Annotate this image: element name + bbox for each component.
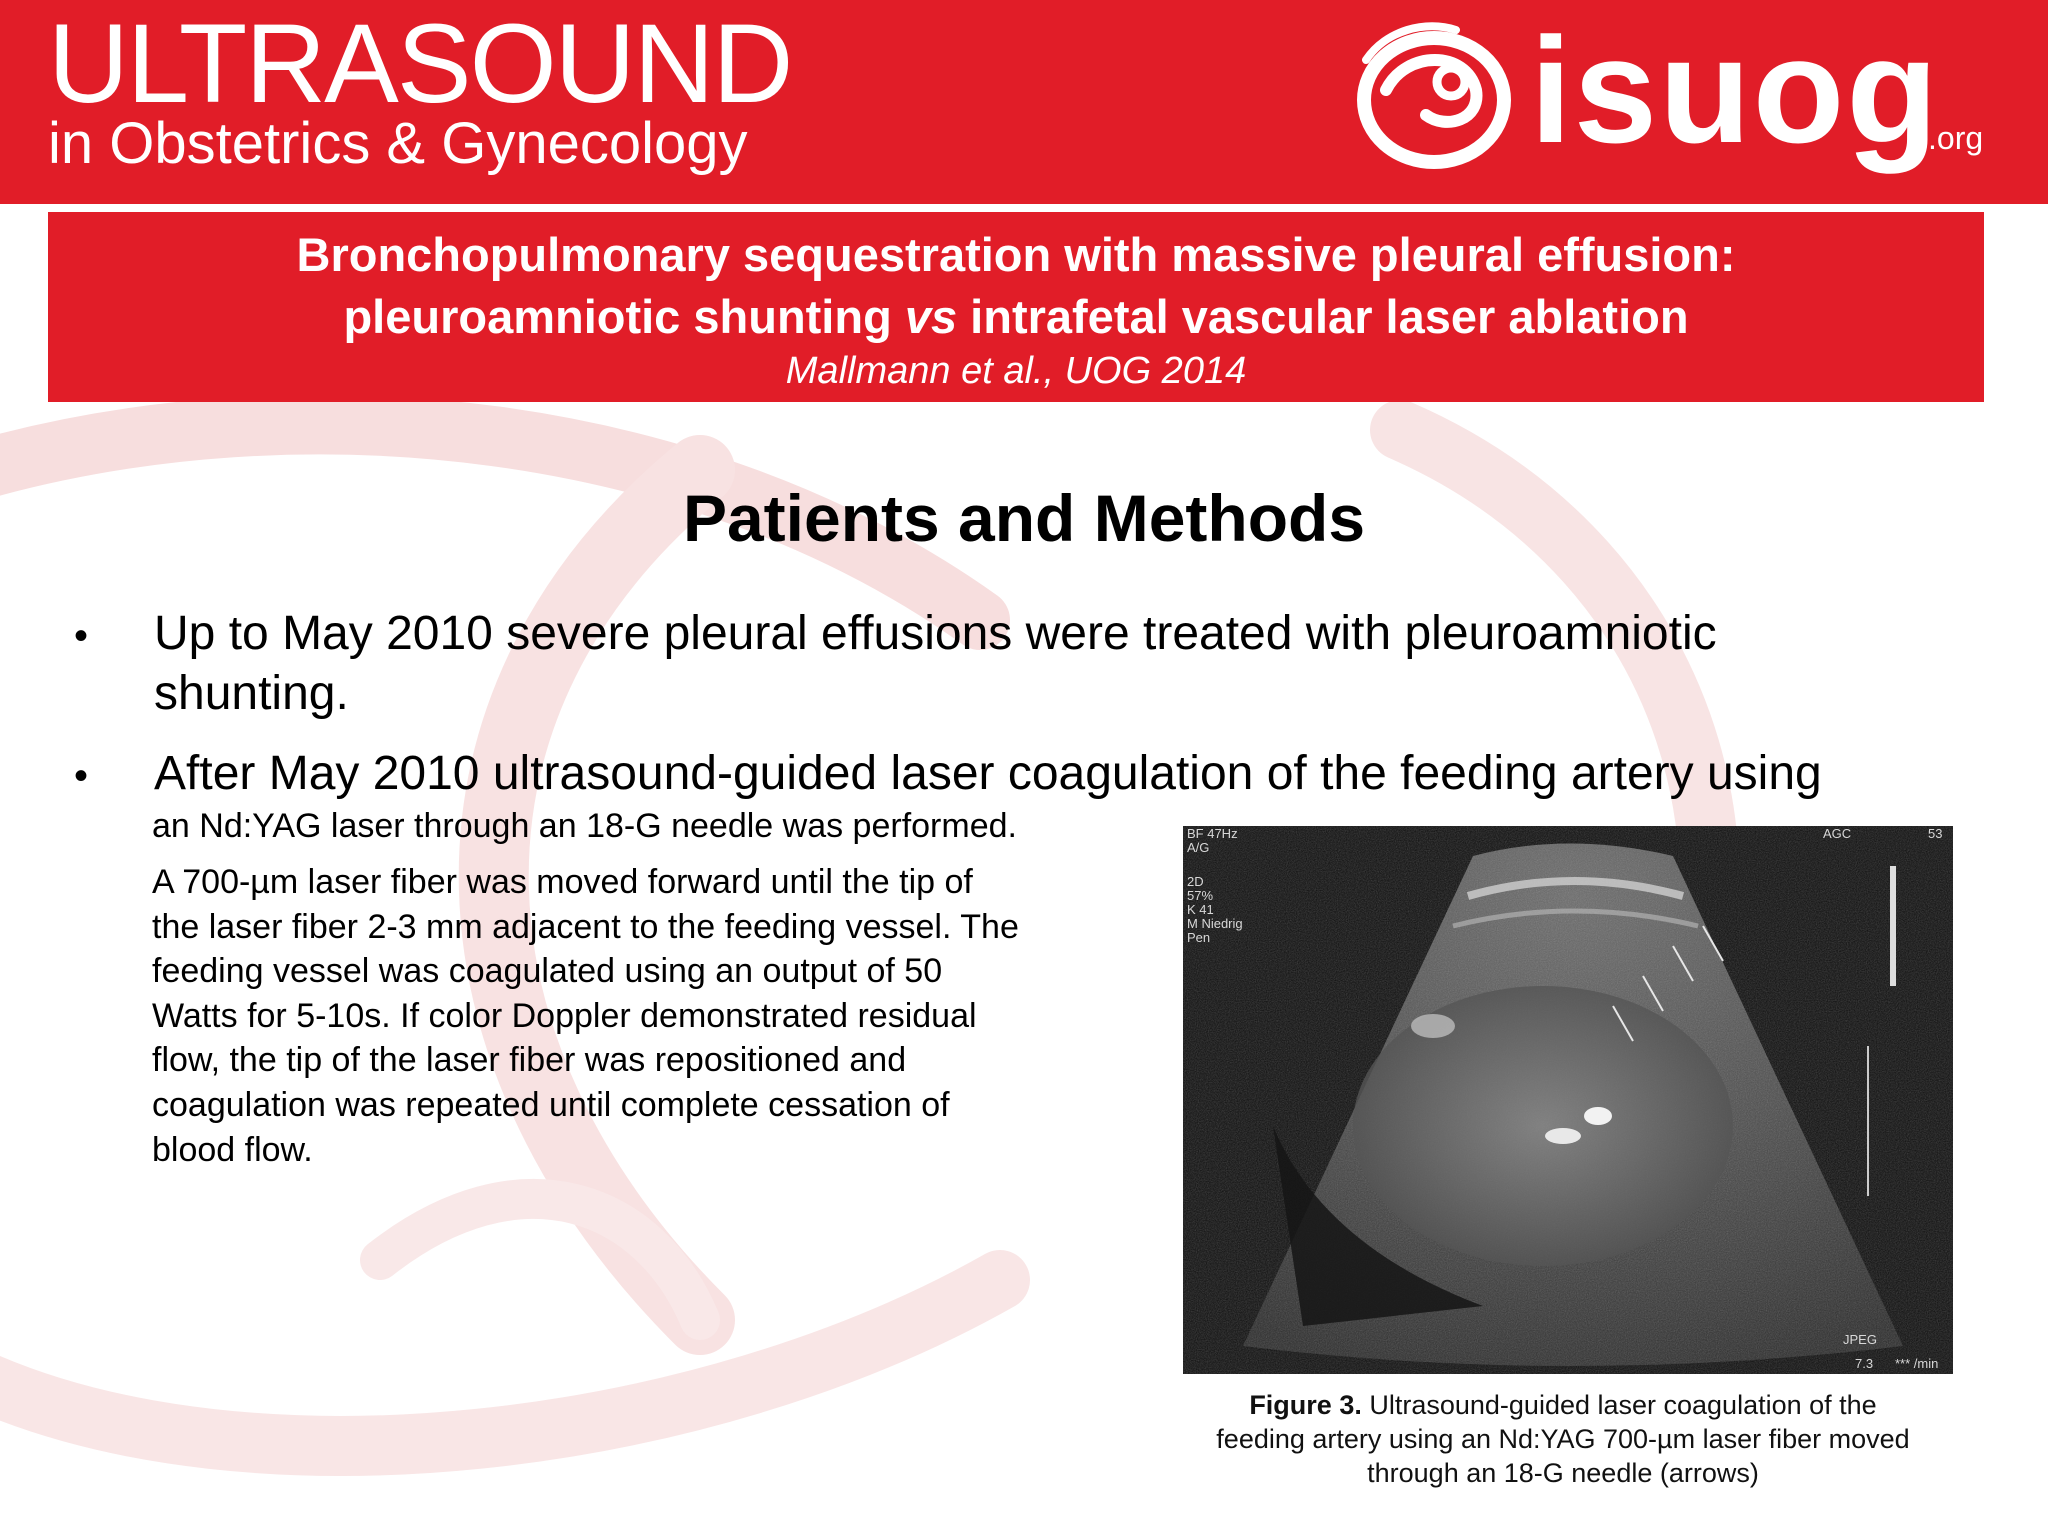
figure-caption-line3: through an 18-G needle (arrows) [1367, 1458, 1759, 1488]
paragraph-line: blood flow. [152, 1130, 313, 1169]
us-label-pen: Pen [1187, 930, 1211, 945]
figure-caption-line2: feeding artery using an Nd:YAG 700-µm laser fiber moved [1216, 1424, 1910, 1454]
us-label-power: M Niedrig [1187, 916, 1243, 931]
article-title-part-b: intrafetal vascular laser ablation [957, 290, 1689, 343]
article-citation: Mallmann et al., UOG 2014 [785, 350, 1247, 392]
paragraph-line: coagulation was repeated until complete cessation of [152, 1085, 950, 1124]
bullet-marker: • [74, 614, 89, 658]
methods-paragraph [152, 860, 1132, 1172]
us-label-mode: 2D [1187, 874, 1204, 889]
isuog-logo-icon [1346, 20, 1516, 170]
bullet-1-line2: shunting. [154, 667, 349, 720]
article-banner [48, 212, 1984, 402]
isuog-logo-suffix: .org [1928, 120, 1984, 156]
us-label-53: 53 [1928, 826, 1943, 841]
article-title-vs: vs [904, 290, 958, 343]
bullet-item-2-line2: an Nd:YAG laser through an 18-G needle was performed. [152, 807, 1017, 845]
us-label-frequency: BF 47Hz [1187, 826, 1238, 841]
ultrasound-scan-image [1183, 826, 1953, 1374]
journal-title: ULTRASOUND [48, 1, 792, 126]
figure-caption-line1: Ultrasound-guided laser coagulation of the [1361, 1390, 1877, 1420]
figure-label: Figure 3. [1249, 1390, 1362, 1420]
paragraph-line: Watts for 5-10s. If color Doppler demonstrated residual [152, 996, 977, 1035]
paragraph-line: flow, the tip of the laser fiber was repositioned and [152, 1041, 907, 1080]
us-label-min: *** /min [1895, 1356, 1939, 1371]
us-label-73: 7.3 [1855, 1356, 1874, 1371]
bullet-1-line1: Up to May 2010 severe pleural effusions were treated with pleuroamniotic [154, 607, 1717, 660]
bullet-item-1 [154, 604, 1914, 724]
ultrasound-figure [1183, 826, 1953, 1374]
article-title-line1: Bronchopulmonary sequestration with massive pleural effusion: [296, 228, 1736, 281]
bullet-marker: • [74, 754, 89, 798]
isuog-logo-text: isuog [1530, 6, 1940, 174]
us-label-agc: AGC [1823, 826, 1852, 841]
journal-subtitle: in Obstetrics & Gynecology [48, 111, 748, 176]
article-title-line2 [48, 286, 1984, 348]
paragraph-line: feeding vessel was coagulated using an output of 50 [152, 952, 943, 991]
us-label-ag: A/G [1187, 840, 1210, 855]
us-label-gain: 57% [1187, 888, 1214, 903]
journal-header [0, 0, 2048, 204]
paragraph-line: the laser fiber 2-3 mm adjacent to the feeding vessel. The [152, 907, 1019, 946]
figure-caption [1160, 1388, 1966, 1490]
us-label-k: K 41 [1187, 902, 1214, 917]
paragraph-line: A 700-µm laser fiber was moved forward until the tip of [152, 863, 973, 901]
bullet-item-2-line1: After May 2010 ultrasound-guided laser coagulation of the feeding artery using [154, 747, 1822, 800]
us-label-jpeg: JPEG [1843, 1332, 1877, 1347]
section-title: Patients and Methods [682, 481, 1366, 555]
article-title-part-a: pleuroamniotic shunting [343, 290, 905, 343]
